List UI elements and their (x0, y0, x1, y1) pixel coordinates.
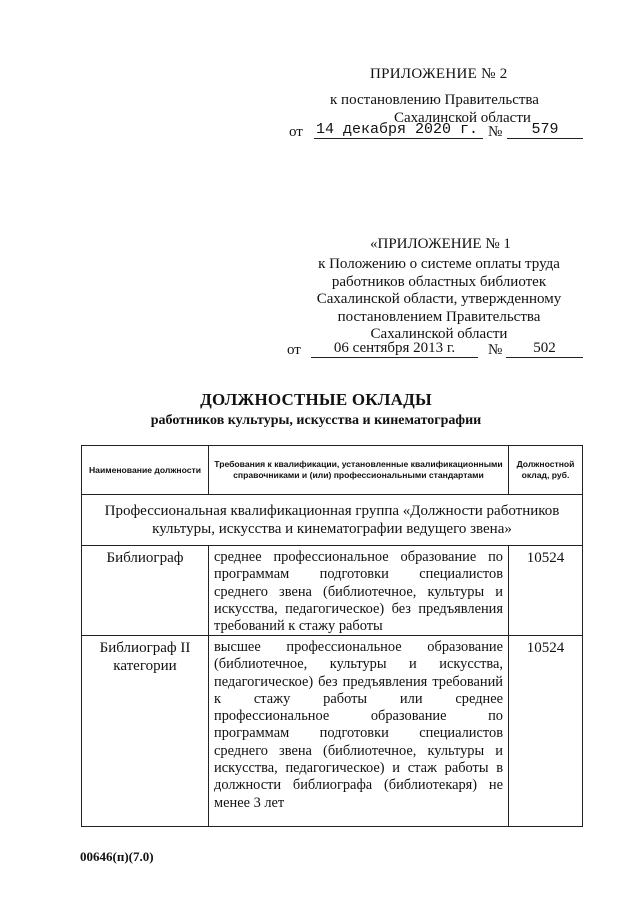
appendix2-date: 14 декабря 2020 г. (314, 121, 483, 139)
appendix1-date: 06 сентября 2013 г. (311, 340, 478, 358)
table-row (82, 635, 582, 826)
appendix2-line1: к постановлению Правительства (330, 92, 539, 108)
appendix1-line: Сахалинской области (370, 326, 508, 343)
appendix1-line: Сахалинской области, утвержденному (316, 291, 562, 308)
appendix1-line: работников областных библиотек (331, 273, 547, 290)
appendix1-line: постановлением Правительства (337, 308, 541, 325)
appendix1-line: к Положению о системе оплаты труда (318, 256, 560, 272)
requirements-cell: высшее профессиональное образование (библиотечное, культуры и искусства, педагогическое) без предъявления требований к стажу работы или среднее профессиональное образование по программам подготовки специалистов среднего звена (библиотечное, культуры и искусства, педагогическое) и стаж работы в должности библиографа (библиотекаря) не менее 3 лет (209, 636, 509, 826)
salary-table (81, 445, 583, 827)
appendix1-title: «ПРИЛОЖЕНИЕ № 1 (370, 236, 511, 252)
table-row (82, 545, 582, 635)
position-cell: Библиограф II категории (82, 636, 209, 826)
appendix2-number: 579 (507, 121, 583, 139)
appendix1-from-label: от (287, 342, 301, 358)
document-subtitle: работников культуры, искусства и кинематографии (150, 413, 482, 428)
document-code: 00646(п)(7.0) (80, 849, 154, 864)
appendix2-line2: Сахалинской области (394, 110, 531, 126)
document-title: ДОЛЖНОСТНЫЕ ОКЛАДЫ (200, 390, 432, 409)
appendix2-from-label: от (289, 124, 303, 140)
requirements-cell: среднее профессиональное образование по программам подготовки специалистов среднего звена (библиотечное, культуры и искусства, педагогическое) без предъявления требований к стажу работы (209, 546, 509, 635)
table-header-row (82, 446, 582, 494)
appendix2-title: ПРИЛОЖЕНИЕ № 2 (370, 66, 508, 82)
appendix2-number-label: № (488, 124, 503, 140)
position-cell: Библиограф (82, 546, 209, 635)
header-requirements: Требования к квалификации, установленные квалификационными справочниками и (или) профессиональными стандартами (209, 446, 509, 494)
salary-cell: 10524 (526, 550, 565, 566)
table-group-row: Профессиональная квалификационная группа «Должности работников культуры, искусства и кинематографии ведущего звена» (82, 494, 582, 545)
header-position: Наименование должности (82, 446, 209, 494)
header-salary: Должностной оклад, руб. (516, 459, 575, 480)
appendix1-number-label: № (488, 342, 503, 358)
appendix1-description (296, 256, 582, 344)
appendix1-number: 502 (506, 340, 583, 358)
salary-cell: 10524 (526, 640, 565, 656)
